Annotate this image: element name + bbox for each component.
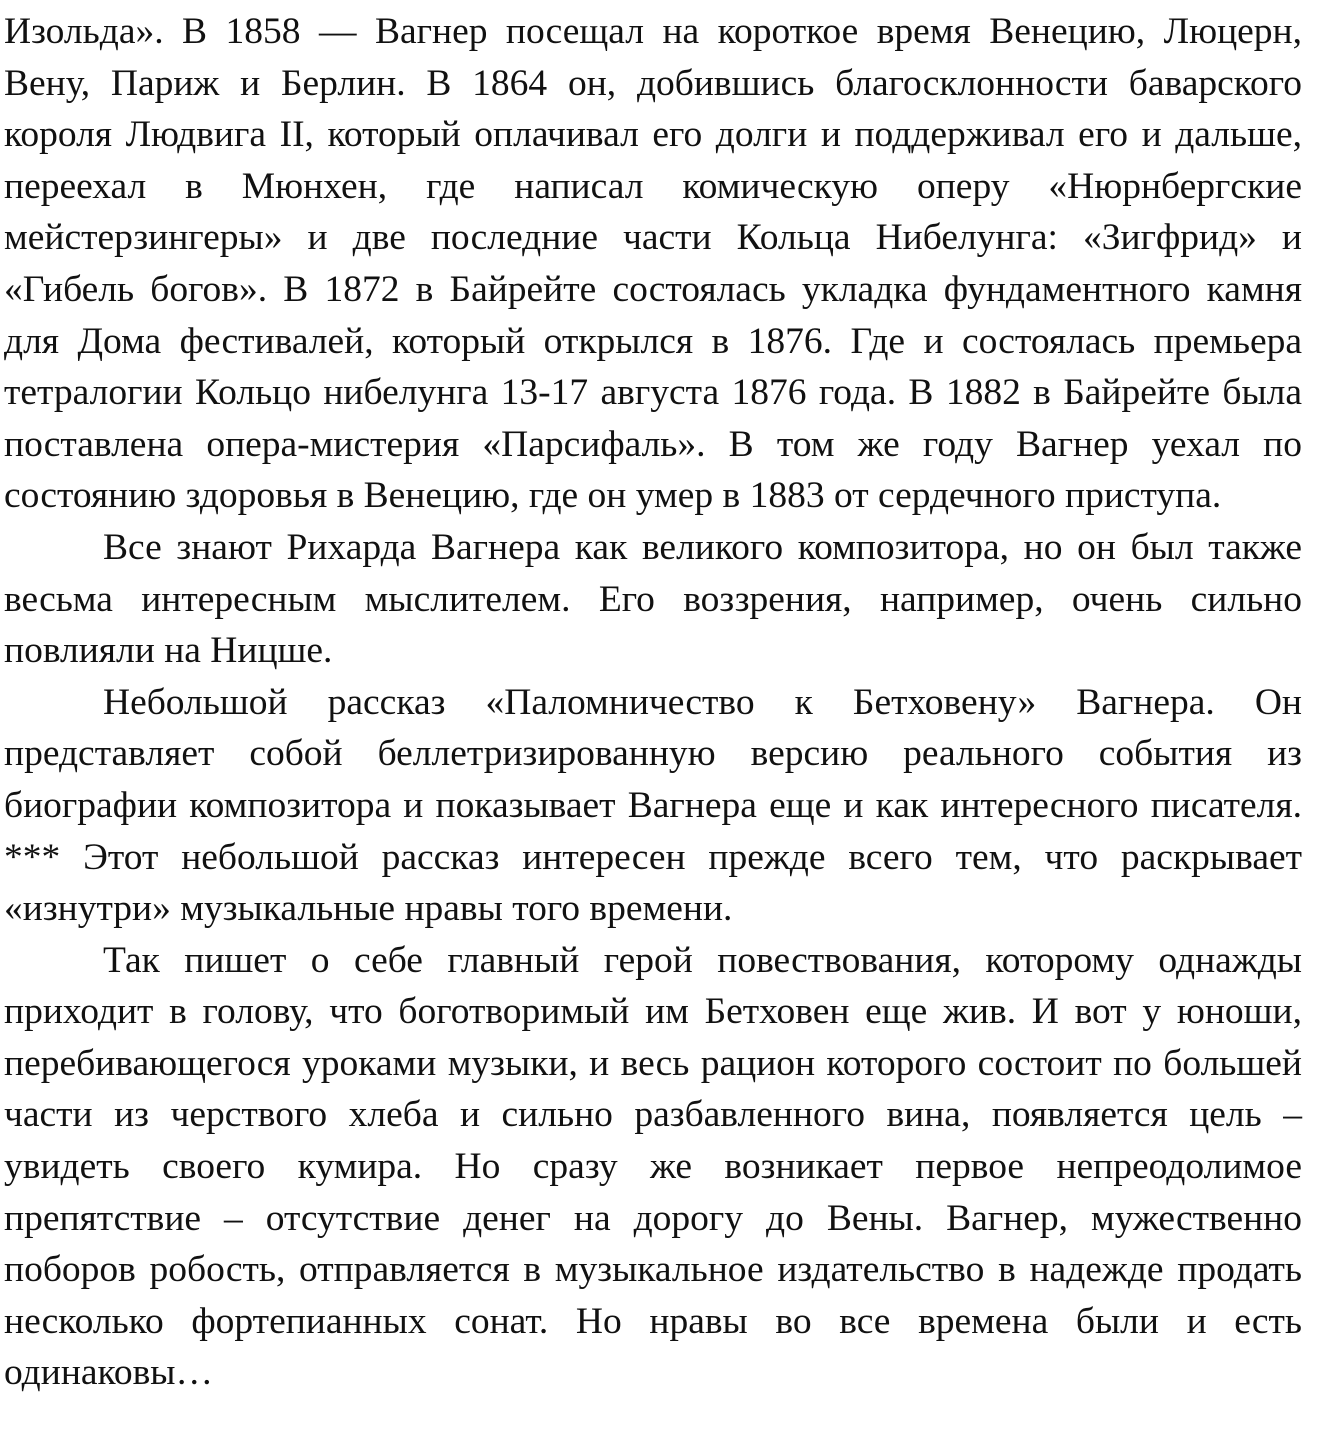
paragraph-wagner-thinker: Все знают Рихарда Вагнера как великого композитора, но он был также весьма интересным мыслителем. Его воззрения, например, очень сильно повлияли на Ницше. bbox=[4, 526, 1302, 672]
paragraph-pilgrimage-story: Небольшой рассказ «Паломничество к Бетховену» Вагнера. Он представляет собой беллетризированную версию реального события из биографии композитора и показывает Вагнера еще и как интересного писателя. *** Этот небольшой рассказ интересен прежде всего тем, что раскрывает «изнутри» музыкальные нравы того времени. bbox=[4, 681, 1302, 930]
paragraph-hero-narrative: Так пишет о себе главный герой повествования, которому однажды приходит в голову, что боготворимый им Бетховен еще жив. И вот у юноши, перебивающегося уроками музыки, и весь рацион которого состоит по большей части из черствого хлеба и сильно разбавленного вина, появляется цель – увидеть своего кумира. Но сразу же возникает первое непреодолимое препятствие – отсутствие денег на дорогу до Вены. Вагнер, мужественно поборов робость, отправляется в музыкальное издательство в надежде продать несколько фортепианных сонат. Но нравы во все времена были и есть одинаковы… bbox=[4, 939, 1302, 1394]
paragraph-wagner-biography: Изольда». В 1858 — Вагнер посещал на короткое время Венецию, Люцерн, Вену, Париж и Берлин. В 1864 он, добившись благосклонности баварского короля Людвига II, который оплачивал его долги и поддерживал его и дальше, переехал в Мюнхен, где написал комическую оперу «Нюрнбергские мейстерзингеры» и две последние части Кольца Нибелунга: «Зигфрид» и «Гибель богов». В 1872 в Байрейте состоялась укладка фундаментного камня для Дома фестивалей, который открылся в 1876. Где и состоялась премьера тетралогии Кольцо нибелунга 13-17 августа 1876 года. В 1882 в Байрейте была поставлена опера-мистерия «Парсифаль». В том же году Вагнер уехал по состоянию здоровья в Венецию, где он умер в 1883 от сердечного приступа. bbox=[4, 11, 1302, 517]
